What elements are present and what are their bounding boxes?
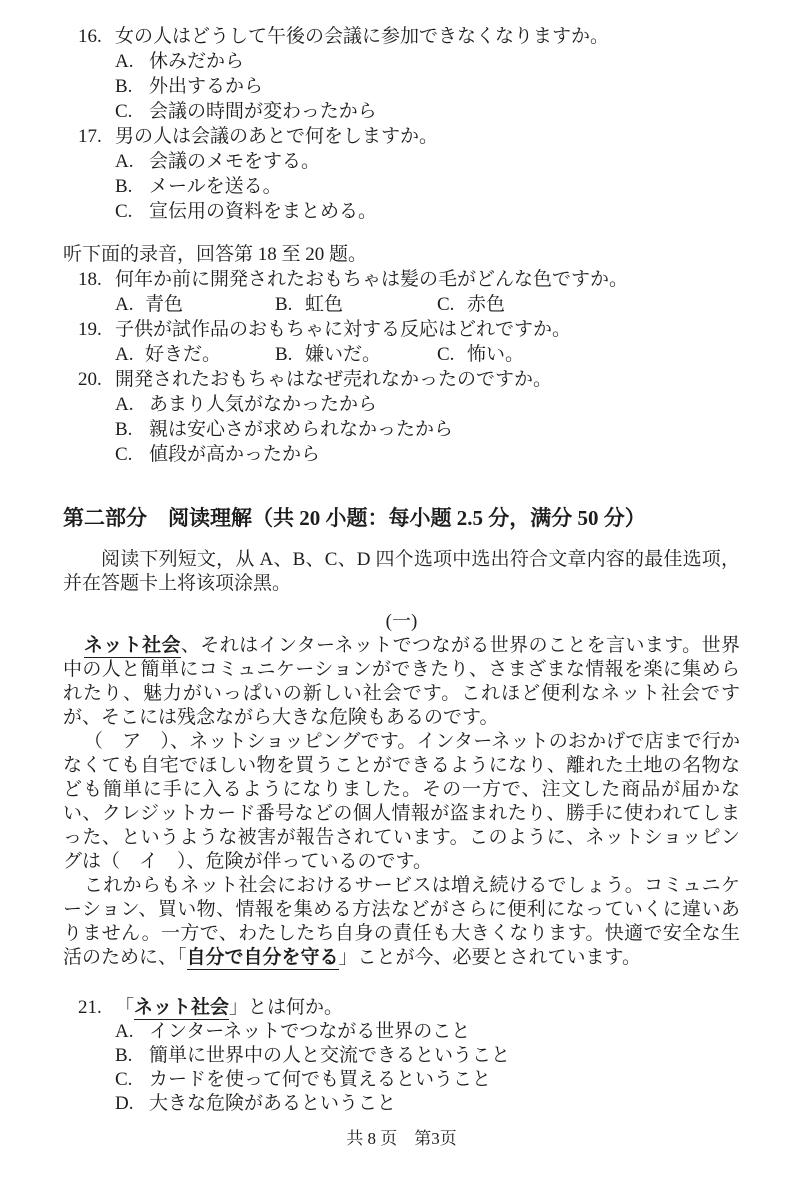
- question-20-options: [115, 392, 740, 467]
- option-a: [115, 1020, 740, 1044]
- question-number: 20.: [78, 369, 102, 390]
- option-c: [115, 442, 740, 467]
- section-title: 第二部分 阅读理解（共 20 小题：每小题 2.5 分，满分 50 分）: [63, 506, 646, 530]
- question-18-options: [115, 292, 740, 317]
- option-c: [115, 199, 740, 224]
- option-text: 宣伝用の資料をまとめる。: [149, 201, 378, 222]
- option-label: C.: [115, 1069, 133, 1090]
- stem-text: 「: [115, 997, 135, 1018]
- question-21-options: [115, 1020, 740, 1116]
- option-text: 簡単に世界中の人と交流できるということ: [149, 1045, 511, 1066]
- option-text: 会議のメモをする。: [149, 151, 321, 172]
- option-a: [115, 292, 275, 317]
- highlight-net-society: ネット社会: [134, 997, 230, 1018]
- question-stem: 男の人は会議のあとで何をしますか。: [115, 126, 439, 147]
- question-18: [78, 267, 740, 317]
- option-text: メールを送る。: [149, 176, 282, 197]
- paragraph-text: これからもネット社会におけるサービスは増え続けるでしょう。コミュニケーション、買い物、情報を集める方法などがさらに便利になっていくに違いありません。一方で、わたしたち自身の責任も大きくなります。快適で安全な生活のために、「: [63, 875, 740, 968]
- question-number: 18.: [78, 269, 102, 290]
- question-19-options: [115, 342, 740, 367]
- option-label: A.: [115, 1021, 134, 1042]
- option-label: C.: [115, 101, 133, 122]
- question-number: 16.: [78, 26, 102, 47]
- option-text: あまり人気がなかったから: [149, 394, 378, 415]
- highlight-protect-yourself: 自分で自分を守る: [186, 947, 339, 968]
- option-a: [115, 149, 740, 174]
- option-text: 赤色: [467, 294, 506, 315]
- option-text: 外出するから: [149, 76, 264, 97]
- option-label: C.: [437, 294, 455, 315]
- question-16: [78, 24, 740, 124]
- reading-passage: [63, 610, 740, 970]
- option-b: [115, 417, 740, 442]
- option-label: B.: [275, 294, 293, 315]
- page-footer: 共 8 页 第3页: [346, 1129, 457, 1148]
- option-label: C.: [115, 201, 133, 222]
- question-21: [78, 996, 740, 1116]
- option-b: [275, 292, 437, 317]
- question-17: [78, 124, 740, 224]
- highlight-net-society: ネット社会: [83, 635, 181, 656]
- option-text: 親は安心さが求められなかったから: [149, 419, 454, 440]
- option-text: 虹色: [305, 294, 344, 315]
- passage-number-label: (一): [385, 611, 418, 632]
- question-19: [78, 317, 740, 367]
- option-d: [115, 1092, 740, 1116]
- question-16-options: [115, 49, 740, 124]
- question-21-stem-row: [78, 996, 740, 1020]
- option-label: A.: [115, 151, 134, 172]
- question-stem: 何年か前に開発されたおもちゃは髪の毛がどんな色ですか。: [115, 269, 629, 290]
- option-b: [115, 1044, 740, 1068]
- passage-paragraph-1: [63, 634, 740, 730]
- option-text: インターネットでつながる世界のこと: [149, 1021, 471, 1042]
- option-label: A.: [115, 394, 134, 415]
- option-text: 嫌いだ。: [305, 344, 382, 365]
- option-label: B.: [115, 76, 133, 97]
- option-label: B.: [275, 344, 293, 365]
- stem-text: 」とは何か。: [229, 997, 344, 1018]
- question-18-stem-row: [78, 267, 740, 292]
- option-text: 青色: [145, 294, 184, 315]
- option-a: [115, 342, 275, 367]
- option-c: [437, 292, 505, 317]
- option-a: [115, 49, 740, 74]
- question-19-stem-row: [78, 317, 740, 342]
- question-16-stem-row: [78, 24, 740, 49]
- option-text: 大きな危険があるということ: [149, 1093, 397, 1114]
- option-a: [115, 392, 740, 417]
- option-label: B.: [115, 176, 133, 197]
- option-text: 会議の時間が変わったから: [149, 101, 377, 122]
- question-17-stem-row: [78, 124, 740, 149]
- option-text: 怖い。: [467, 344, 525, 365]
- option-text: カードを使って何でも買えるということ: [149, 1069, 492, 1090]
- option-b: [275, 342, 437, 367]
- option-text: 好きだ。: [145, 344, 222, 365]
- option-label: A.: [115, 344, 134, 365]
- option-c: [115, 1068, 740, 1092]
- paragraph-text: 」ことが今、必要とされています。: [338, 947, 642, 968]
- question-17-options: [115, 149, 740, 224]
- question-20-stem-row: [78, 367, 740, 392]
- option-c: [437, 342, 524, 367]
- option-label: D.: [115, 1093, 134, 1114]
- question-number: 19.: [78, 319, 102, 340]
- passage-paragraph-3: [63, 874, 740, 970]
- listening-part-instruction: 听下面的录音，回答第 18 至 20 题。: [63, 244, 368, 265]
- question-stem: [115, 996, 740, 1020]
- question-stem: 女の人はどうして午後の会議に参加できなくなりますか。: [115, 26, 610, 47]
- option-b: [115, 174, 740, 199]
- option-label: C.: [437, 344, 455, 365]
- option-label: B.: [115, 1045, 133, 1066]
- question-number: 17.: [78, 126, 102, 147]
- option-label: B.: [115, 419, 133, 440]
- paragraph-text: 、それはインターネットでつながる世界のことを言います。世界中の人と簡単にコミュニケーションができたり、さまざまな情報を楽に集められたり、魅力がいっぱいの新しい社会です。これほど便利なネット社会ですが、そこには残念ながら大きな危険もあるのです。: [63, 635, 740, 728]
- option-text: 休みだから: [149, 51, 245, 72]
- option-b: [115, 74, 740, 99]
- question-stem: 開発されたおもちゃはなぜ売れなかったのですか。: [115, 369, 553, 390]
- option-label: A.: [115, 294, 134, 315]
- question-number: 21.: [78, 997, 102, 1018]
- option-label: C.: [115, 444, 133, 465]
- option-label: A.: [115, 51, 134, 72]
- question-20: [78, 367, 740, 467]
- passage-paragraph-2: （ ア ）、ネットショッピングです。インターネットのおかげで店まで行かなくても自宅でほしい物を買うことができるようになり、離れた土地の名物なども簡単に手に入るようになりました。その一方で、注文した商品が届かない、クレジットカード番号などの個人情報が盗まれたり、勝手に使われてしまった、というような被害が報告されています。このように、ネットショッピングは（ イ ）、危険が伴っているのです。: [63, 731, 740, 872]
- question-stem: 子供が試作品のおもちゃに対する反応はどれですか。: [115, 319, 572, 340]
- reading-instruction: 阅读下列短文，从 A、B、C、D 四个选项中选出符合文章内容的最佳选项，并在答题卡上将该项涂黑。: [63, 549, 740, 594]
- option-text: 値段が高かったから: [149, 444, 321, 465]
- option-c: [115, 99, 740, 124]
